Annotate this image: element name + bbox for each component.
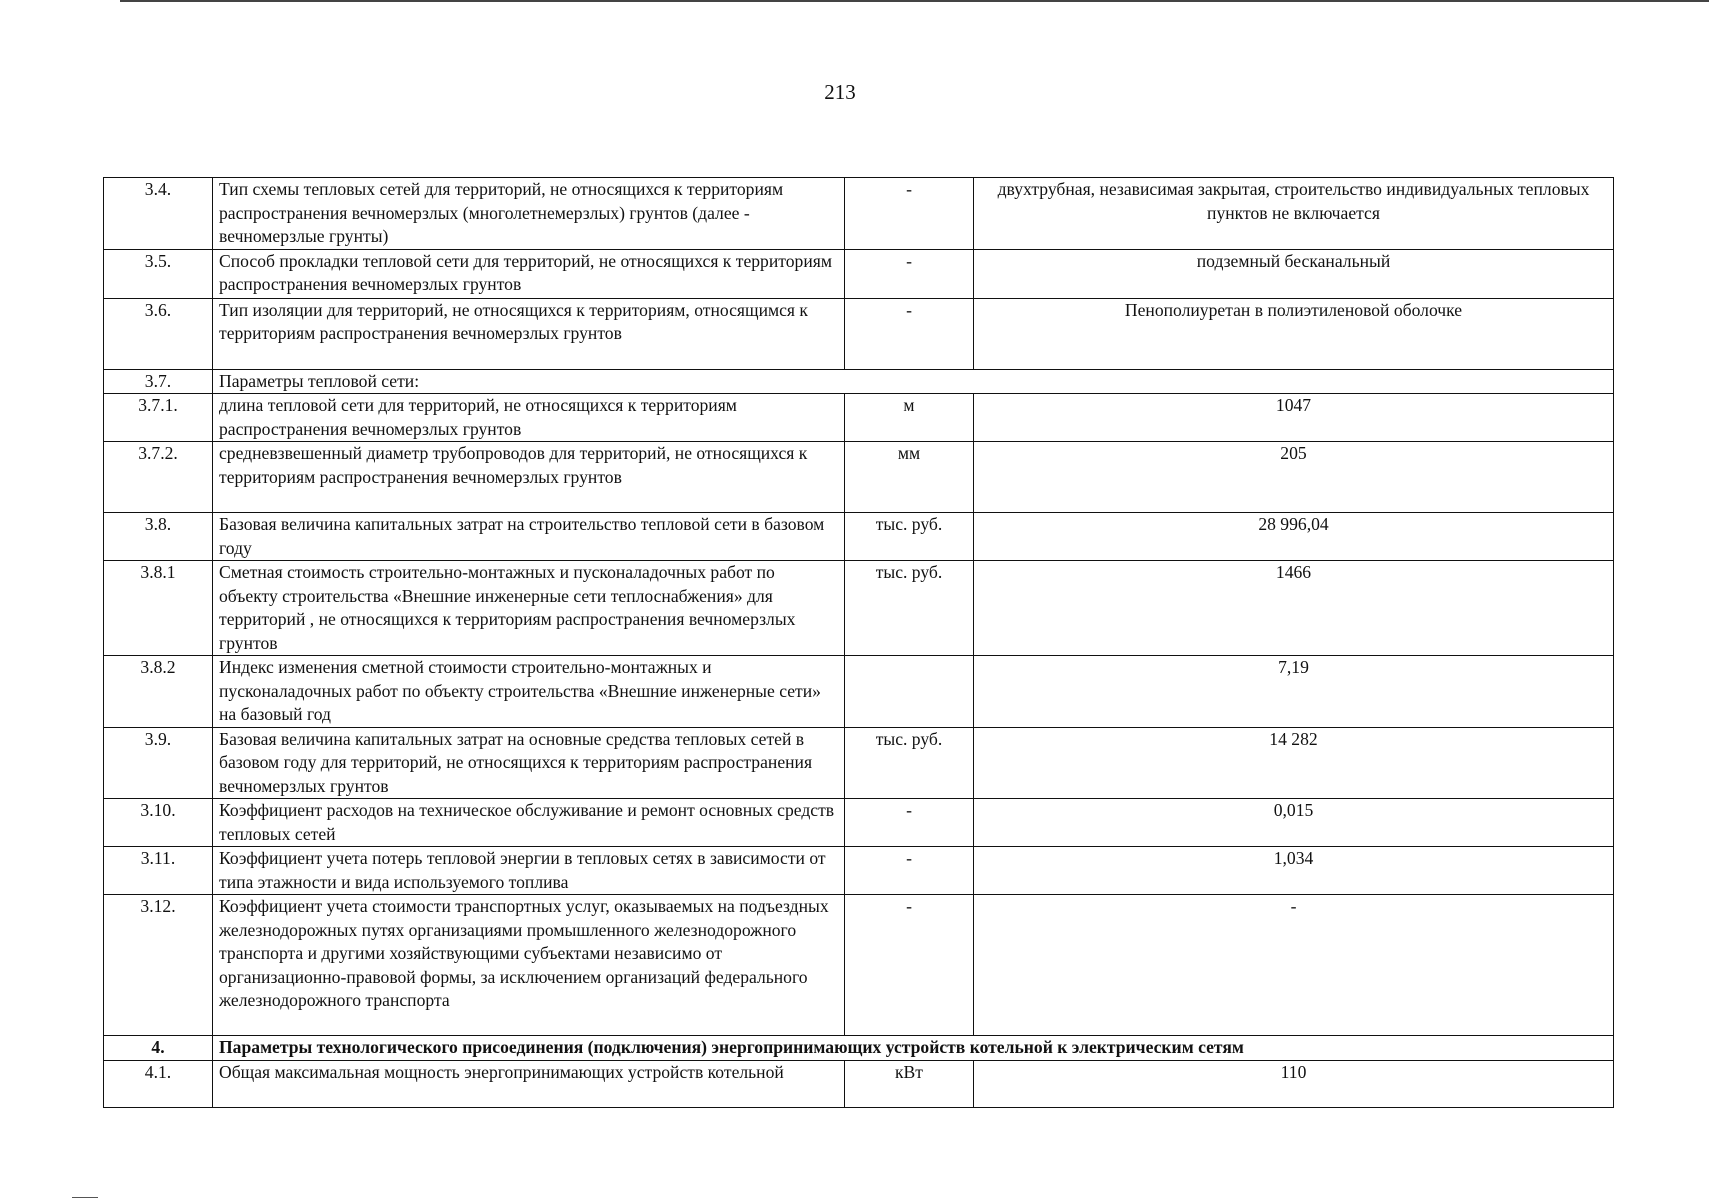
row-value: 7,19 [974,656,1614,728]
row-description: Параметры технологического присоединения (подключения) энергопринимающих устройств котельной к электрическим сетям [213,1036,1614,1061]
row-number: 3.7. [104,369,213,394]
row-unit: тыс. руб. [845,727,974,799]
row-unit: кВт [845,1060,974,1107]
scan-edge-mark [72,1197,98,1198]
table-section-header [104,1036,1614,1061]
row-value: Пенополиуретан в полиэтиленовой оболочке [974,298,1614,369]
row-value: 28 996,04 [974,513,1614,561]
top-edge-rule [120,0,1709,2]
row-number: 3.8.2 [104,656,213,728]
row-number: 3.10. [104,799,213,847]
row-unit: - [845,895,974,1036]
row-number: 3.6. [104,298,213,369]
row-value: 205 [974,442,1614,513]
row-value: 110 [974,1060,1614,1107]
row-number: 3.7.2. [104,442,213,513]
parameters-table [103,177,1614,1108]
row-unit: - [845,178,974,250]
row-value: 1047 [974,394,1614,442]
row-unit: - [845,298,974,369]
row-value: 1,034 [974,847,1614,895]
row-value: подземный бесканальный [974,249,1614,298]
table-row [104,727,1614,799]
row-number: 3.4. [104,178,213,250]
row-number: 3.9. [104,727,213,799]
page-number: 213 [824,80,856,104]
row-unit: мм [845,442,974,513]
row-description: Общая максимальная мощность энергопринимающих устройств котельной [213,1060,845,1107]
row-description: длина тепловой сети для территорий, не относящихся к территориям распространения вечномерзлых грунтов [213,394,845,442]
row-description: Способ прокладки тепловой сети для территорий, не относящихся к территориям распространения вечномерзлых грунтов [213,249,845,298]
table-row [104,442,1614,513]
row-number: 3.7.1. [104,394,213,442]
row-value: - [974,895,1614,1036]
row-number: 4. [104,1036,213,1061]
row-description: Параметры тепловой сети: [213,369,1614,394]
row-unit: - [845,799,974,847]
row-value: 0,015 [974,799,1614,847]
row-number: 3.5. [104,249,213,298]
table-row [104,178,1614,250]
table-row [104,1060,1614,1107]
row-number: 3.11. [104,847,213,895]
table-row [104,895,1614,1036]
row-description: Коэффициент учета потерь тепловой энергии в тепловых сетях в зависимости от типа этажности и вида используемого топлива [213,847,845,895]
row-description: Коэффициент расходов на техническое обслуживание и ремонт основных средств тепловых сетей [213,799,845,847]
row-value: 14 282 [974,727,1614,799]
row-number: 3.8. [104,513,213,561]
row-number: 4.1. [104,1060,213,1107]
row-unit: - [845,249,974,298]
row-description: Индекс изменения сметной стоимости строительно-монтажных и пусконаладочных работ по объекту строительства «Внешние инженерные сети» на базовый год [213,656,845,728]
table-row [104,799,1614,847]
table-row [104,656,1614,728]
row-number: 3.8.1 [104,561,213,656]
table-row [104,394,1614,442]
row-unit: - [845,847,974,895]
row-description: средневзвешенный диаметр трубопроводов для территорий, не относящихся к территориям распространения вечномерзлых грунтов [213,442,845,513]
row-number: 3.12. [104,895,213,1036]
table-row [104,513,1614,561]
row-description: Сметная стоимость строительно-монтажных и пусконаладочных работ по объекту строительства «Внешние инженерные сети теплоснабжения» для территорий , не относящихся к территориям распространения вечномерзлых грунтов [213,561,845,656]
table-row [104,298,1614,369]
table-row [104,561,1614,656]
row-value: 1466 [974,561,1614,656]
row-description: Тип изоляции для территорий, не относящихся к территориям, относящимся к территориям распространения вечномерзлых грунтов [213,298,845,369]
table-row [104,249,1614,298]
row-unit: тыс. руб. [845,561,974,656]
row-unit: м [845,394,974,442]
row-description: Коэффициент учета стоимости транспортных услуг, оказываемых на подъездных железнодорожных путях организациями промышленного железнодорожного транспорта и другими хозяйствующими субъектами независимо от организационно-правовой формы, за исключением организаций федерального железнодорожного транспорта [213,895,845,1036]
table-row-group-header [104,369,1614,394]
row-description: Базовая величина капитальных затрат на строительство тепловой сети в базовом году [213,513,845,561]
row-description: Тип схемы тепловых сетей для территорий, не относящихся к территориям распространения вечномерзлых (многолетнемерзлых) грунтов (далее - вечномерзлые грунты) [213,178,845,250]
table-row [104,847,1614,895]
row-value: двухтрубная, независимая закрытая, строительство индивидуальных тепловых пунктов не включается [974,178,1614,250]
row-unit [845,656,974,728]
row-unit: тыс. руб. [845,513,974,561]
row-description: Базовая величина капитальных затрат на основные средства тепловых сетей в базовом году для территорий, не относящихся к территориям распространения вечномерзлых грунтов [213,727,845,799]
